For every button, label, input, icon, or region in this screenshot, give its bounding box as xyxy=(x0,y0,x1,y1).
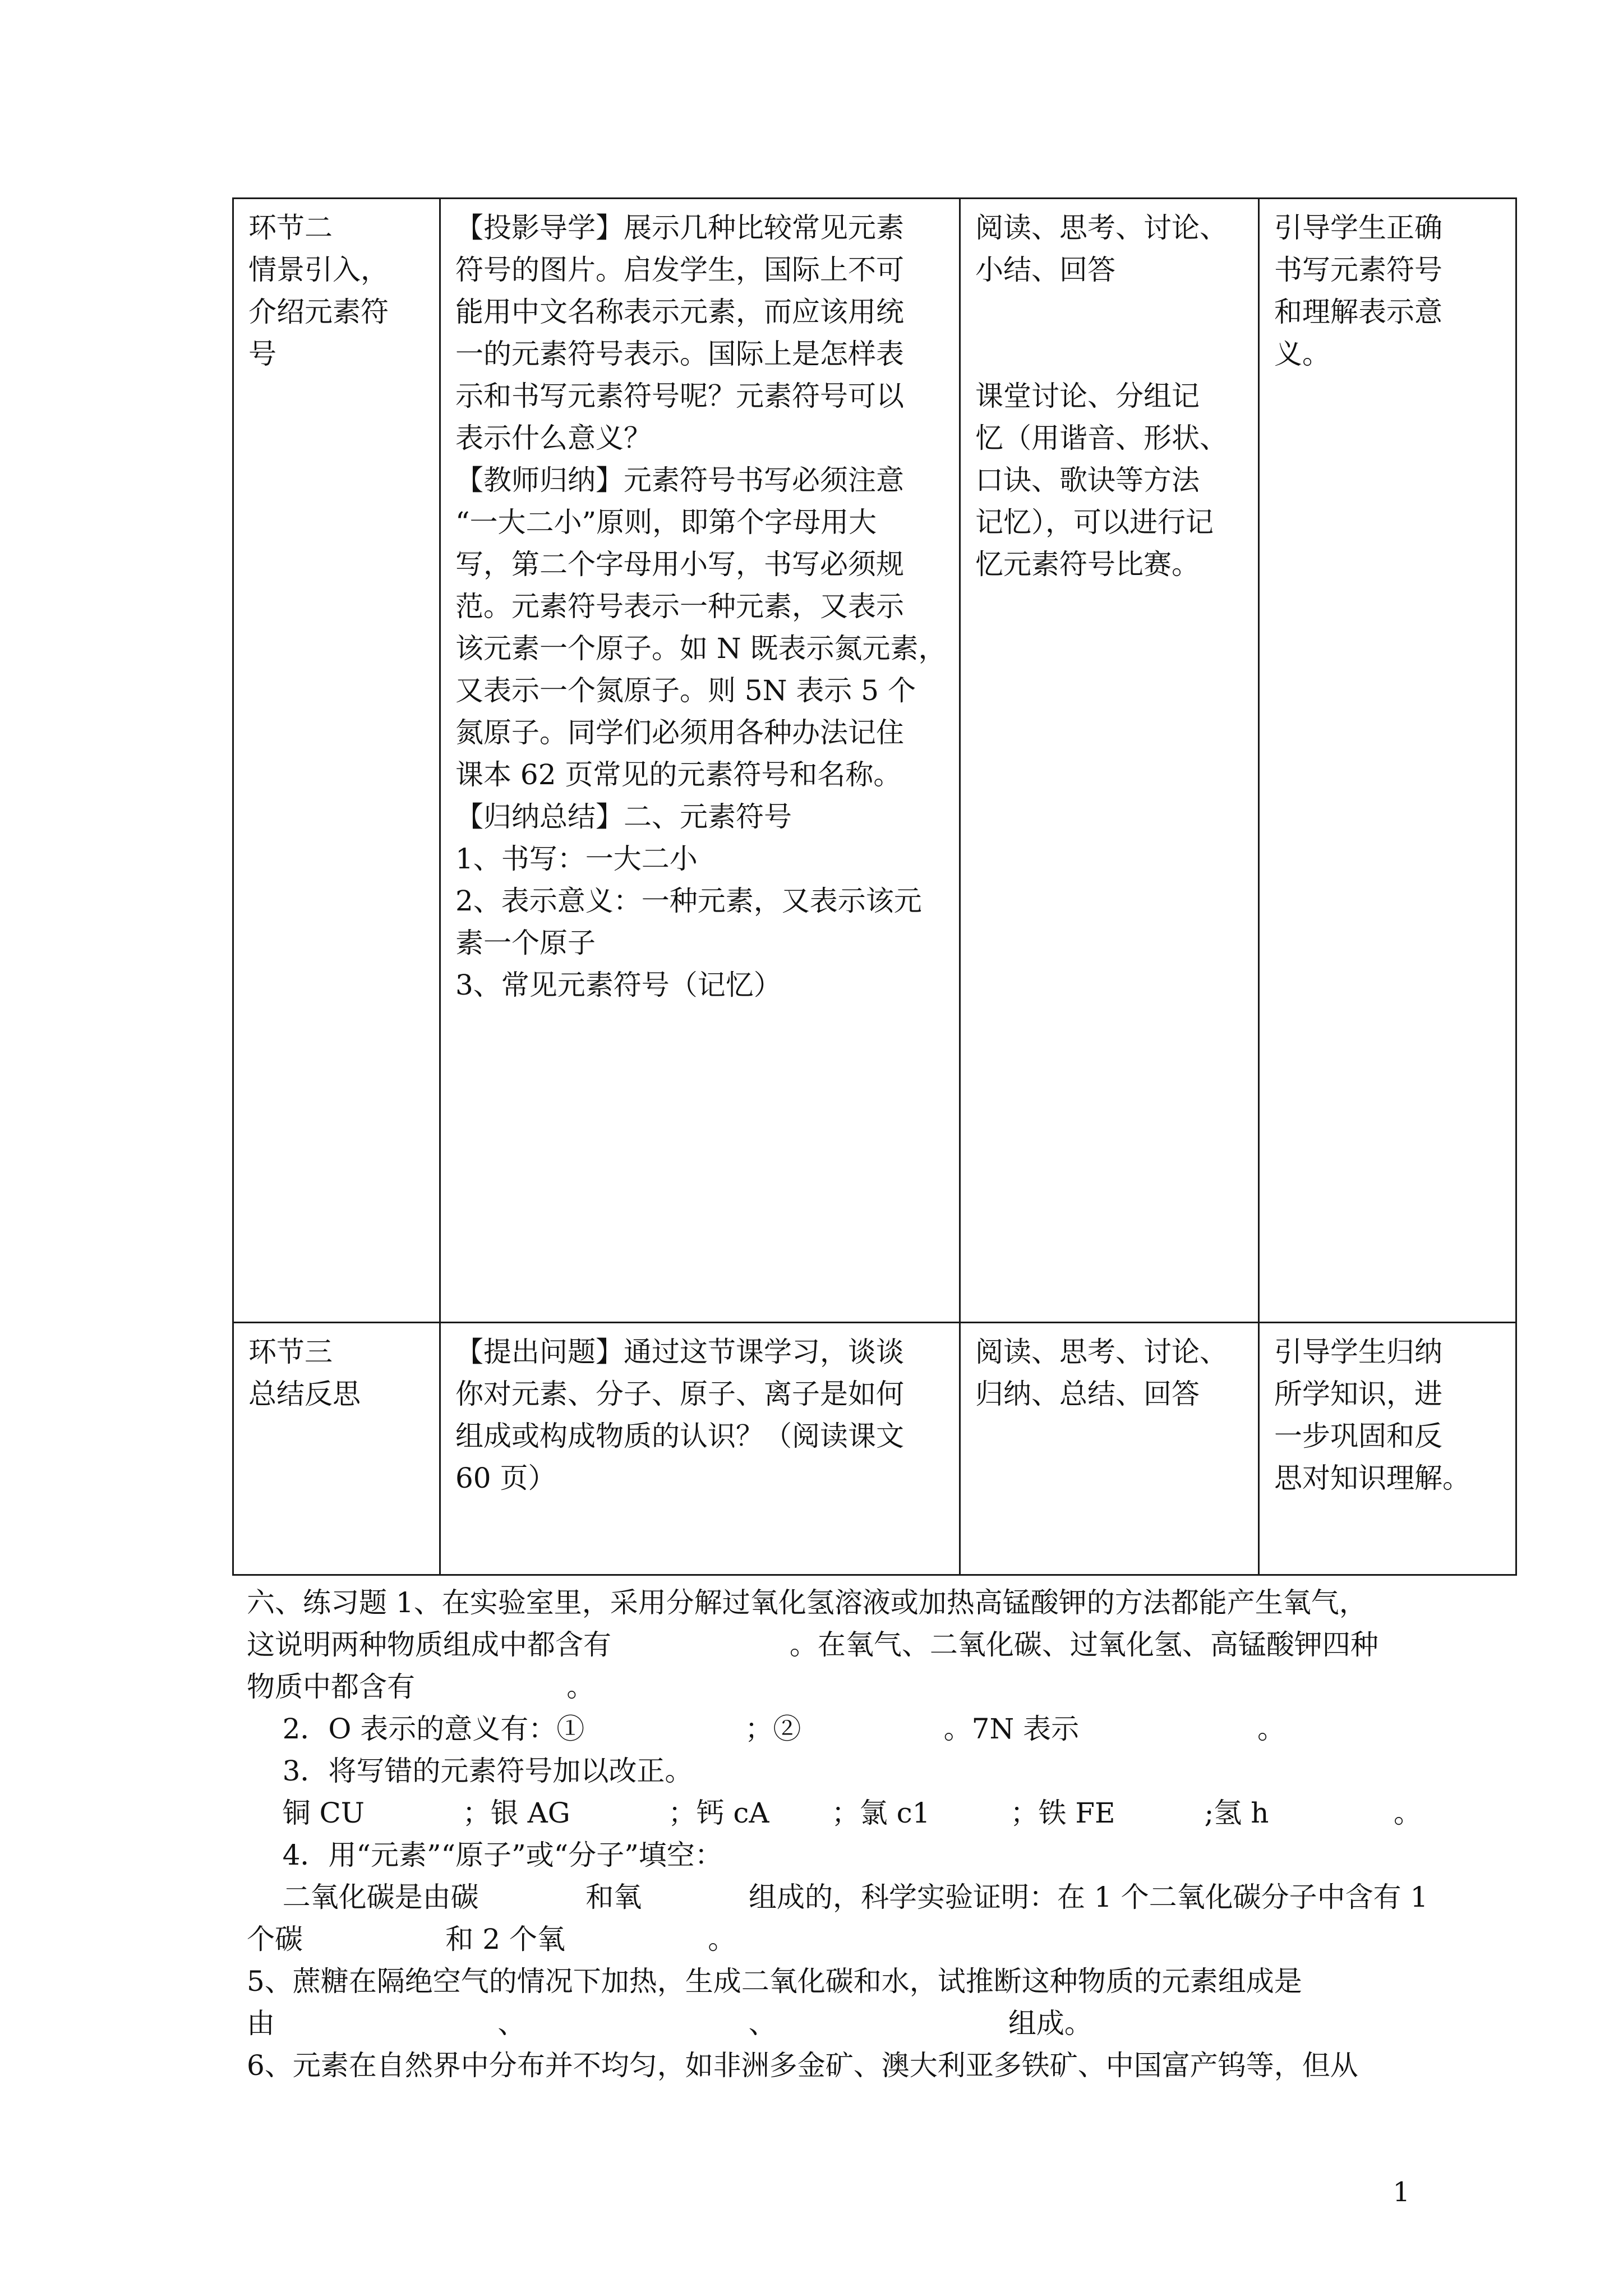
exercise-line: 4．用“元素”“原子”或“分子”填空： xyxy=(247,1839,723,1871)
exercise-line: 由 、 、 组成。 xyxy=(247,2007,1092,2040)
text-line: 课本 62 页常见的元素符号和名称。 xyxy=(455,758,902,791)
text-line: 写，第二个字母用小写，书写必须规 xyxy=(455,548,904,581)
text-line: 范。元素符号表示一种元素，又表示 xyxy=(455,590,904,623)
text-line: 【教师归纳】元素符号书写必须注意 xyxy=(455,464,904,496)
text-line: 示和书写元素符号呢？元素符号可以 xyxy=(455,380,904,412)
text-line: 你对元素、分子、原子、离子是如何 xyxy=(455,1378,904,1410)
exercise-line: 5、蔗糖在隔绝空气的情况下加热，生成二氧化碳和水，试推断这种物质的元素组成是 xyxy=(247,1965,1302,1998)
exercise-line: 6、元素在自然界中分布并不均匀，如非洲多金矿、澳大利亚多铁矿、中国富产钨等，但从 xyxy=(247,2049,1358,2082)
design-intent-cell: 引导学生归纳 所学知识，进 一步巩固和反 思对知识理解。 xyxy=(1259,1323,1516,1575)
text-line: 【提出问题】通过这节课学习，谈谈 xyxy=(455,1336,904,1368)
exercise-line: 这说明两种物质组成中都含有 。在氧气、二氧化碳、过氧化氢、高锰酸钾四种 xyxy=(247,1628,1378,1661)
exercise-line: 2．O 表示的意义有：① ；② 。7N 表示 。 xyxy=(247,1713,1285,1745)
text-line: 该元素一个原子。如 N 既表示氮元素， xyxy=(455,632,947,665)
text-line: “一大二小”原则，即第个字母用大 xyxy=(455,506,877,539)
spacer xyxy=(975,291,1247,375)
text-line: 氮原子。同学们必须用各种办法记住 xyxy=(455,716,904,749)
text-line: 符号的图片。启发学生，国际上不可 xyxy=(455,254,904,286)
text-line: 3、常见元素符号（记忆） xyxy=(455,969,782,1001)
exercise-line: 六、练习题 1、在实验室里，采用分解过氧化氢溶液或加热高锰酸钾的方法都能产生氧气， xyxy=(247,1586,1367,1619)
text-line: 表示什么意义？ xyxy=(455,422,652,454)
teacher-activity-cell xyxy=(440,199,960,1323)
student-activity-a: 阅读、思考、讨论、 小结、回答 xyxy=(975,211,1228,286)
text-line: 1、书写：一大二小 xyxy=(455,843,698,875)
design-intent-cell: 引导学生正确 书写元素符号 和理解表示意 义。 xyxy=(1259,199,1516,1323)
lesson-plan-table xyxy=(232,197,1517,1576)
text-line: 一的元素符号表示。国际上是怎样表 xyxy=(455,338,904,370)
exercise-line: 二氧化碳是由碳 和氧 组成的，科学实验证明：在 1 个二氧化碳分子中含有 1 xyxy=(247,1881,1428,1913)
exercise-line: 铜 CU ；银 AG ；钙 cA ；氯 c1 ；铁 FE ;氢 h 。 xyxy=(247,1797,1422,1829)
teacher-activity-cell xyxy=(440,1323,960,1575)
page-number: 1 xyxy=(1393,2177,1410,2208)
exercise-line: 个碳 和 2 个氧 。 xyxy=(247,1923,736,1955)
table-row xyxy=(233,199,1516,1323)
student-activity-cell: 阅读、思考、讨论、 归纳、总结、回答 xyxy=(960,1323,1259,1575)
stage-cell: 环节二 情景引入， 介绍元素符 号 xyxy=(233,199,440,1323)
text-line: 组成或构成物质的认识？（阅读课文 xyxy=(455,1420,904,1452)
student-activity-b: 课堂讨论、分组记 忆（用谐音、形状、 口诀、歌诀等方法 记忆），可以进行记 忆元素符号比赛。 xyxy=(975,380,1228,581)
table-row xyxy=(233,1323,1516,1575)
text-line: 60 页） xyxy=(455,1462,556,1494)
text-line: 【归纳总结】二、元素符号 xyxy=(455,800,792,833)
exercise-line: 3．将写错的元素符号加以改正。 xyxy=(247,1755,693,1787)
text-line: 2、表示意义：一种元素，又表示该元 xyxy=(455,885,922,917)
text-line: 【投影导学】展示几种比较常见元素 xyxy=(455,211,904,244)
text-line: 又表示一个氮原子。则 5N 表示 5 个 xyxy=(455,674,916,707)
text-line: 素一个原子 xyxy=(455,927,596,959)
exercise-line: 物质中都含有 。 xyxy=(247,1671,595,1703)
stage-cell: 环节三 总结反思 xyxy=(233,1323,440,1575)
text-line: 能用中文名称表示元素，而应该用统 xyxy=(455,296,904,328)
student-activity-cell xyxy=(960,199,1259,1323)
